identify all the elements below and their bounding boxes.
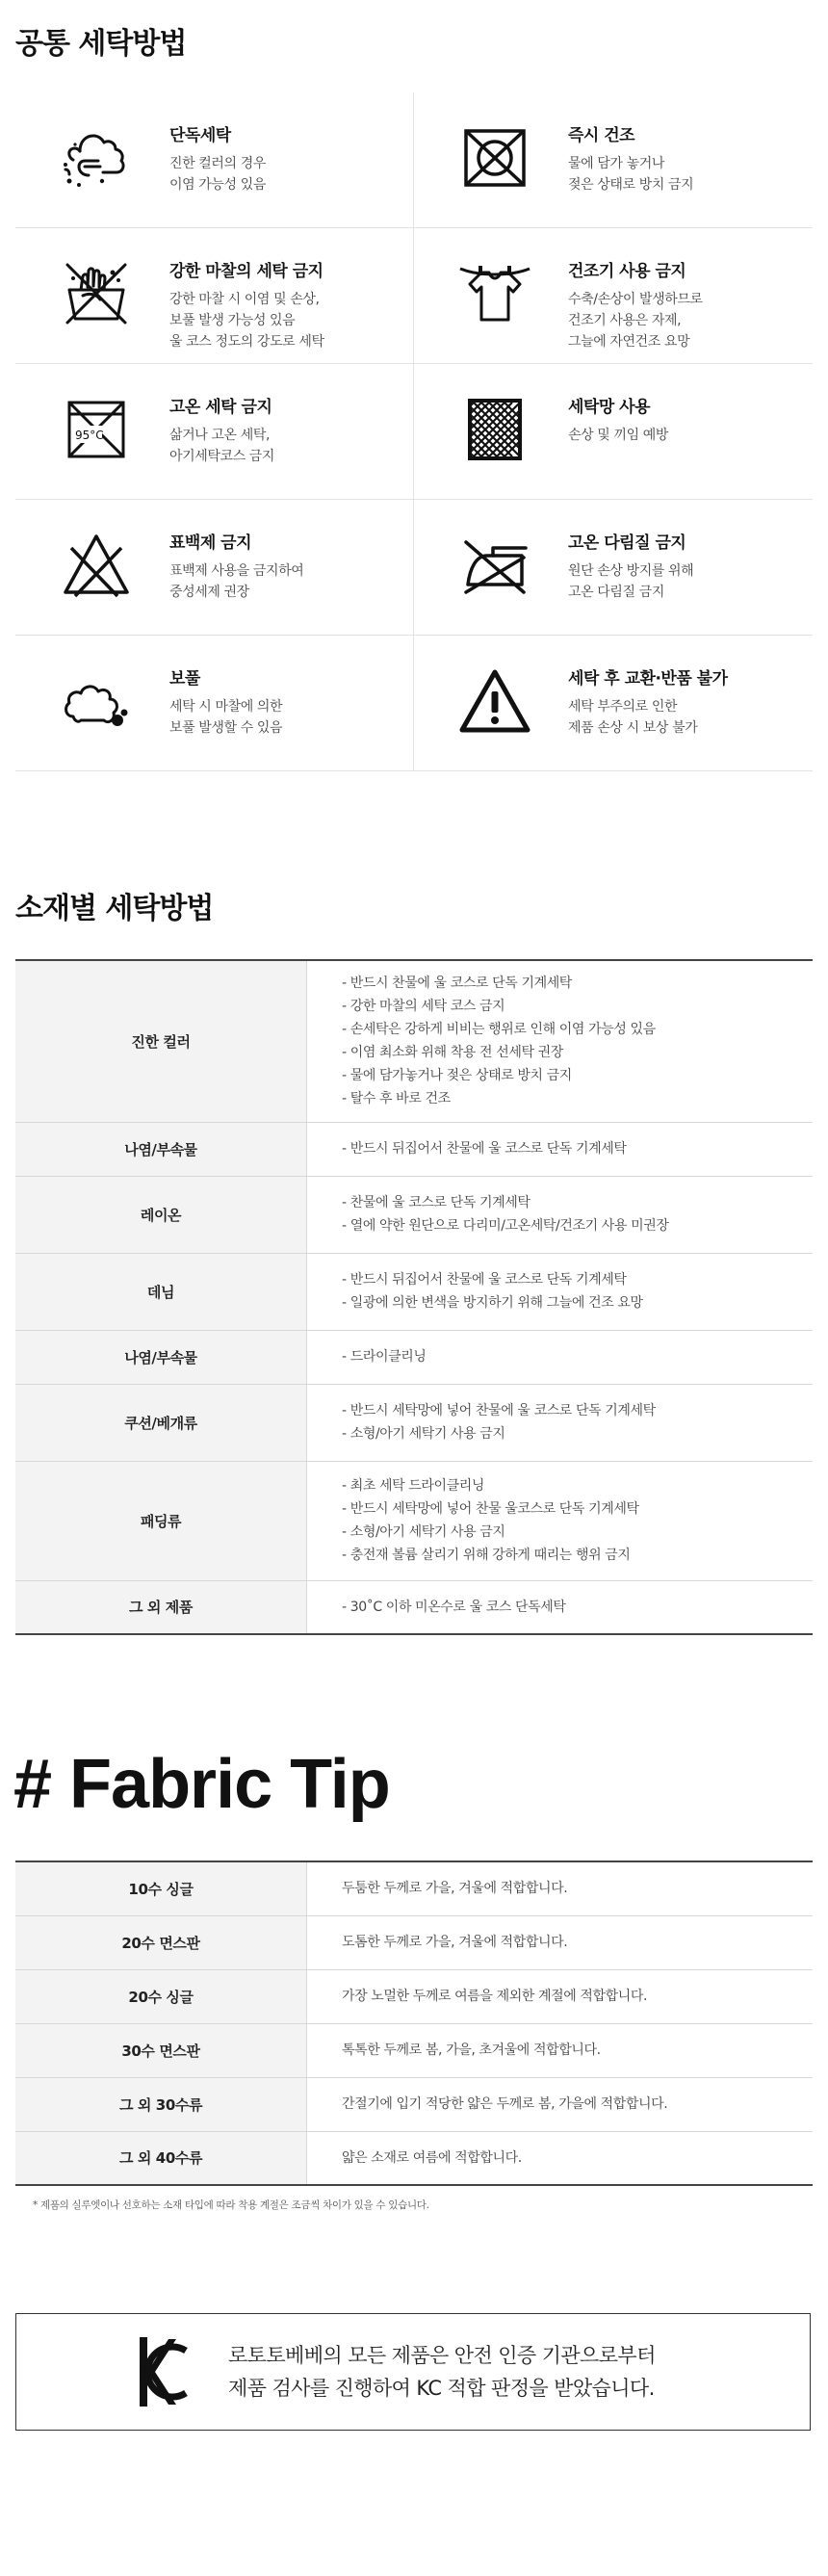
care-item <box>414 636 813 770</box>
material-desc-line: - 열에 약한 원단으로 다리미/고온세탁/건조기 사용 미권장 <box>342 1218 669 1234</box>
care-item <box>15 228 414 363</box>
care-item <box>15 500 414 635</box>
fabric-note: * 제품의 실루엣이나 선호하는 소재 타입에 따라 착용 계절은 조금씩 차이가 있을 수 있습니다. <box>33 2199 429 2211</box>
material-table <box>15 959 813 1635</box>
warning-icon <box>458 664 531 738</box>
pilling-icon <box>60 664 133 738</box>
material-desc-line: - 소형/아기 세탁기 사용 금지 <box>342 1524 505 1540</box>
material-desc <box>307 960 814 1122</box>
care-item <box>15 636 414 770</box>
material-desc <box>307 1461 814 1580</box>
fabric-name: 20수 면스판 <box>15 1915 307 1969</box>
fabric-name: 20수 싱글 <box>15 1969 307 2023</box>
material-name: 진한 컬러 <box>15 960 307 1122</box>
hand-wash-icon <box>60 121 133 195</box>
care-item-title: 즉시 건조 <box>568 126 635 145</box>
care-item-title: 고온 다림질 금지 <box>568 533 686 553</box>
care-item-title: 단독세탁 <box>169 126 231 145</box>
no-tumble-dry-icon <box>458 121 531 195</box>
kc-text-line: 제품 검사를 진행하여 KC 적합 판정을 받았습니다. <box>228 2377 655 2400</box>
material-desc <box>307 1330 814 1384</box>
wash-temp-icon <box>60 393 133 466</box>
material-desc-line: - 물에 담가놓거나 젖은 상태로 방치 금지 <box>342 1068 572 1084</box>
material-desc-line: - 반드시 세탁망에 넣어 찬물에 울 코스로 단독 기계세탁 <box>342 1403 656 1418</box>
fabric-tip-table <box>15 1860 813 2186</box>
kc-text-line: 로토토베베의 모든 제품은 안전 인증 기관으로부터 <box>228 2344 656 2367</box>
material-desc <box>307 1176 814 1253</box>
table-row <box>15 1384 813 1461</box>
material-desc-line: - 반드시 세탁망에 넣어 찬물 울코스로 단독 기계세탁 <box>342 1501 639 1517</box>
material-name: 그 외 제품 <box>15 1580 307 1634</box>
care-item-title: 세탁망 사용 <box>568 398 651 417</box>
material-desc <box>307 1384 814 1461</box>
material-desc-line: - 반드시 뒤집어서 찬물에 울 코스로 단독 기계세탁 <box>342 1141 627 1157</box>
care-item-desc: 수축/손상이 발생하므로 건조기 사용은 자제, 그늘에 자연건조 요망 <box>568 292 703 350</box>
fabric-desc: 두툼한 두께로 가을, 겨울에 적합합니다. <box>307 1861 814 1915</box>
fabric-name: 그 외 30수류 <box>15 2077 307 2131</box>
common-wash-title: 공통 세탁방법 <box>15 27 187 61</box>
fabric-tip-title: # Fabric Tip <box>13 1746 390 1823</box>
fabric-name: 10수 싱글 <box>15 1861 307 1915</box>
material-desc <box>307 1580 814 1634</box>
material-name: 패딩류 <box>15 1461 307 1580</box>
care-item-desc: 원단 손상 방지를 위해 고온 다림질 금지 <box>568 563 694 600</box>
care-item <box>414 500 813 635</box>
material-desc-line: - 탈수 후 바로 건조 <box>342 1091 451 1107</box>
care-row <box>15 228 813 364</box>
table-row <box>15 2077 813 2131</box>
fabric-desc: 도톰한 두께로 가을, 겨울에 적합합니다. <box>307 1915 814 1969</box>
material-desc-line: - 반드시 찬물에 울 코스로 단독 기계세탁 <box>342 976 572 992</box>
table-row <box>15 960 813 1122</box>
table-row <box>15 1580 813 1634</box>
material-desc-line: - 일광에 의한 변색을 방지하기 위해 그늘에 건조 요망 <box>342 1295 643 1311</box>
table-row <box>15 1915 813 1969</box>
table-row <box>15 1176 813 1253</box>
material-desc-line: - 이염 최소화 위해 착용 전 선세탁 권장 <box>342 1045 563 1061</box>
care-item-desc: 물에 담가 놓거나 젖은 상태로 방치 금지 <box>568 156 694 193</box>
fabric-name: 그 외 40수류 <box>15 2131 307 2185</box>
material-desc-line: - 충전재 볼륨 살리기 위해 강하게 때리는 행위 금지 <box>342 1548 631 1563</box>
no-bleach-icon <box>60 529 133 602</box>
table-row <box>15 2131 813 2185</box>
care-item-title: 건조기 사용 금지 <box>568 262 686 281</box>
care-item <box>414 228 813 363</box>
material-name: 나염/부속물 <box>15 1330 307 1384</box>
fabric-desc: 톡톡한 두께로 봄, 가을, 초겨울에 적합합니다. <box>307 2023 814 2077</box>
material-desc-line: - 반드시 뒤집어서 찬물에 울 코스로 단독 기계세탁 <box>342 1272 627 1288</box>
material-wash-title: 소재별 세탁방법 <box>15 892 214 925</box>
kc-mark-icon <box>140 2337 188 2407</box>
material-desc <box>307 1253 814 1330</box>
care-item-desc: 강한 마찰 시 이염 및 손상, 보풀 발생 가능성 있음 울 코스 정도의 강도로 세탁 <box>169 292 324 350</box>
table-row <box>15 1969 813 2023</box>
material-desc-line: - 찬물에 울 코스로 단독 기계세탁 <box>342 1195 530 1210</box>
material-desc-line: - 최초 세탁 드라이클리닝 <box>342 1478 485 1494</box>
care-grid <box>15 92 813 771</box>
material-desc-line: - 소형/아기 세탁기 사용 금지 <box>342 1426 505 1442</box>
care-item <box>414 364 813 499</box>
material-name: 레이온 <box>15 1176 307 1253</box>
care-row <box>15 636 813 771</box>
care-item-desc: 손상 및 끼임 예방 <box>568 428 669 443</box>
table-row <box>15 1461 813 1580</box>
care-item <box>414 92 813 227</box>
table-row <box>15 1330 813 1384</box>
care-item-desc: 세탁 시 마찰에 의한 보풀 발생할 수 있음 <box>169 699 283 736</box>
wash-temp-label: 95°C <box>75 429 104 442</box>
table-row <box>15 1253 813 1330</box>
material-desc-line: - 손세탁은 강하게 비비는 행위로 인해 이염 가능성 있음 <box>342 1022 656 1038</box>
care-item <box>15 364 414 499</box>
fabric-name: 30수 면스판 <box>15 2023 307 2077</box>
care-item-title: 표백제 금지 <box>169 533 252 553</box>
fabric-desc: 가장 노멀한 두께로 여름을 제외한 계절에 적합합니다. <box>307 1969 814 2023</box>
care-item-desc: 삶거나 고온 세탁, 아기세탁코스 금지 <box>169 428 275 464</box>
material-desc-line: - 강한 마찰의 세탁 코스 금지 <box>342 999 505 1015</box>
material-name: 데님 <box>15 1253 307 1330</box>
care-item-desc: 표백제 사용을 금지하여 중성세제 권장 <box>169 563 304 600</box>
laundry-net-icon <box>458 393 531 466</box>
fabric-desc: 간절기에 입기 적당한 얇은 두께로 봄, 가을에 적합합니다. <box>307 2077 814 2131</box>
material-name: 나염/부속물 <box>15 1122 307 1176</box>
care-row <box>15 364 813 500</box>
material-desc <box>307 1122 814 1176</box>
table-row <box>15 1122 813 1176</box>
care-item-title: 보풀 <box>169 669 200 689</box>
care-item-title: 세탁 후 교환·반품 불가 <box>568 669 728 689</box>
care-item-title: 강한 마찰의 세탁 금지 <box>169 262 323 281</box>
material-desc-line: - 30˚C 이하 미온수로 울 코스 단독세탁 <box>342 1599 566 1615</box>
line-dry-icon <box>458 257 531 330</box>
care-item <box>15 92 414 227</box>
care-row <box>15 500 813 636</box>
kc-certification-box <box>15 2313 811 2431</box>
material-name: 쿠션/베개류 <box>15 1384 307 1461</box>
care-row <box>15 92 813 228</box>
care-item-desc: 세탁 부주의로 인한 제품 손상 시 보상 불가 <box>568 699 698 736</box>
material-desc-line: - 드라이클리닝 <box>342 1349 427 1365</box>
no-hand-wash-icon <box>60 257 133 330</box>
care-item-desc: 진한 컬러의 경우 이염 가능성 있음 <box>169 156 266 193</box>
care-item-title: 고온 세탁 금지 <box>169 398 272 417</box>
table-row <box>15 2023 813 2077</box>
no-iron-icon <box>458 529 531 602</box>
table-row <box>15 1861 813 1915</box>
fabric-desc: 얇은 소재로 여름에 적합합니다. <box>307 2131 814 2185</box>
